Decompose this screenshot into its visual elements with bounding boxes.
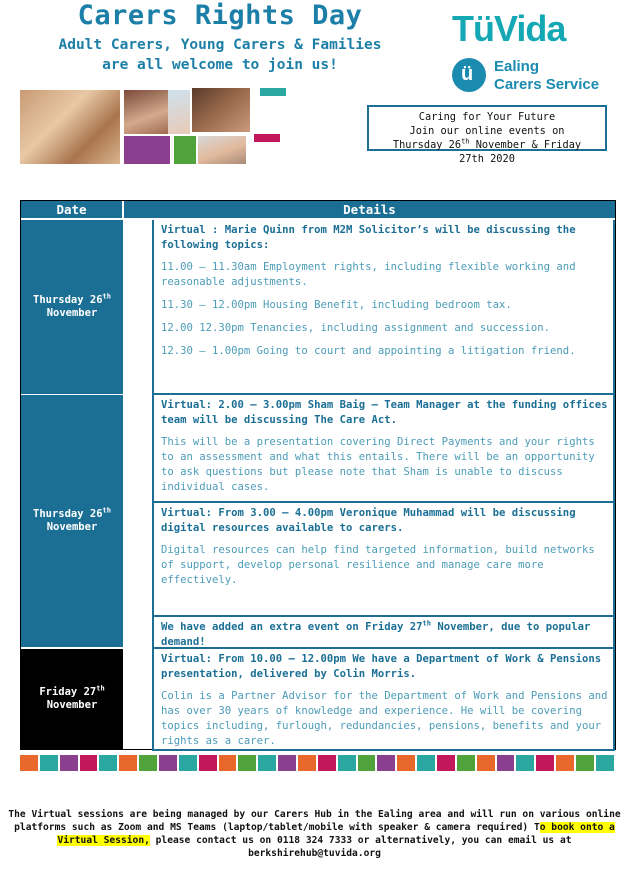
session-item: Digital resources can help find targeted information, build networks of support, develop personal resilience and manage care more effectively. bbox=[161, 544, 595, 586]
day-cell-friday: Friday 27th November bbox=[21, 649, 123, 749]
stripe-block bbox=[159, 755, 177, 771]
session-heading: Virtual : Marie Quinn from M2M Solicitor’s will be discussing the following topics: bbox=[161, 224, 576, 251]
stripe-block bbox=[338, 755, 356, 771]
stripe-block bbox=[139, 755, 157, 771]
caring-info-box bbox=[367, 105, 607, 165]
stripe-block bbox=[397, 755, 415, 771]
photo-young-woman bbox=[168, 90, 190, 134]
session-item: 11.00 – 11.30am Employment rights, including flexible working and reasonable adjustments. bbox=[161, 261, 576, 288]
pink-tile bbox=[254, 134, 280, 142]
stripe-block bbox=[179, 755, 197, 771]
session-heading: Virtual: From 10.00 – 12.00pm We have a Department of Work & Pensions presentation, delivered by Colin Morris. bbox=[161, 653, 602, 680]
photo-man-smiling bbox=[192, 88, 250, 132]
session-item: 12.00 12.30pm Tenancies, including assignment and succession. bbox=[161, 322, 551, 334]
page-title: Carers Rights Day bbox=[77, 0, 363, 31]
stripe-block bbox=[199, 755, 217, 771]
session-item: This will be a presentation covering Direct Payments and your rights to an assessment and what this entails. There will be an opportunity to ask questions but please note that Sham is unable to discuss individual cases. bbox=[161, 436, 595, 493]
stripe-block bbox=[457, 755, 475, 771]
caring-line-3: Thursday 26th November & Friday bbox=[392, 137, 582, 151]
header-date: Date bbox=[21, 201, 122, 218]
photo-elderly-man bbox=[198, 136, 246, 164]
stripe-block bbox=[318, 755, 336, 771]
caring-line-4: 27th 2020 bbox=[459, 153, 515, 165]
subtitle-line-2: are all welcome to join us! bbox=[102, 57, 338, 73]
extra-event-notice: We have added an extra event on Friday 27th November, due to popular demand! bbox=[152, 617, 615, 649]
booking-highlight: o book onto a Virtual Session, bbox=[57, 822, 615, 846]
stripe-block bbox=[20, 755, 38, 771]
stripe-block bbox=[60, 755, 78, 771]
stripe-block bbox=[516, 755, 534, 771]
logo-circle-icon bbox=[452, 58, 486, 92]
stripe-block bbox=[477, 755, 495, 771]
photo-mother-child bbox=[124, 90, 168, 134]
stripe-block bbox=[40, 755, 58, 771]
session-colin-morris bbox=[152, 649, 615, 751]
day-cell-thursday-1: Thursday 26th November bbox=[21, 220, 123, 394]
stripe-block bbox=[238, 755, 256, 771]
teal-tile bbox=[260, 88, 286, 96]
stripe-block bbox=[278, 755, 296, 771]
stripe-block bbox=[497, 755, 515, 771]
stripe-block bbox=[358, 755, 376, 771]
stripe-block bbox=[576, 755, 594, 771]
number-column bbox=[123, 220, 153, 749]
photo-collage bbox=[20, 88, 290, 166]
stripe-block bbox=[99, 755, 117, 771]
logo-line-2: Carers Service bbox=[494, 76, 600, 93]
stripe-block bbox=[596, 755, 614, 771]
stripe-block bbox=[80, 755, 98, 771]
caring-line-2: Join our online events on bbox=[409, 125, 565, 137]
stripe-block bbox=[119, 755, 137, 771]
footer-text: The Virtual sessions are being managed by our Carers Hub in the Ealing area and will run on various online platforms such as Zoom and MS Teams (laptop/tablet/mobile with speaker & camera required) To book onto a Virtual Session, please contact us on 0118 324 7333 or alternatively, you can email us at berkshirehub@tuvida.org bbox=[8, 809, 621, 859]
session-marie-quinn bbox=[152, 220, 615, 395]
session-item: Colin is a Partner Advisor for the Department of Work and Pensions and has over 30 years of knowledge and experience. He will be covering topics including, furlough, redundancies, pensions, benefits and your rights as a carer. bbox=[161, 690, 608, 747]
session-heading: Virtual: 2.00 – 3.00pm Sham Baig – Team Manager at the funding offices team will be discussing The Care Act. bbox=[161, 399, 608, 426]
color-stripe-bar bbox=[20, 755, 616, 771]
stripe-block bbox=[417, 755, 435, 771]
session-item: 12.30 – 1.00pm Going to court and appointing a litigation friend. bbox=[161, 345, 576, 357]
stripe-block bbox=[219, 755, 237, 771]
stripe-block bbox=[536, 755, 554, 771]
day-cell-thursday-2: Thursday 26th November bbox=[21, 395, 123, 647]
header-details: Details bbox=[124, 201, 615, 218]
session-heading: Virtual: From 3.00 – 4.00pm Veronique Muhammad will be discussing digital resources available to carers. bbox=[161, 507, 576, 534]
logo-line-1: Ealing bbox=[494, 58, 540, 75]
tuvida-logo bbox=[440, 10, 620, 100]
green-tile bbox=[174, 136, 196, 164]
stripe-block bbox=[377, 755, 395, 771]
stripe-block bbox=[298, 755, 316, 771]
purple-tile bbox=[124, 136, 170, 164]
session-veronique-muhammad bbox=[152, 503, 615, 617]
schedule-table bbox=[20, 200, 616, 750]
caring-line-1: Caring for Your Future bbox=[418, 111, 556, 123]
session-sham-baig bbox=[152, 395, 615, 503]
photo-women-hugging bbox=[20, 90, 120, 164]
stripe-block bbox=[556, 755, 574, 771]
stripe-block bbox=[258, 755, 276, 771]
logo-name: TüVida bbox=[452, 8, 566, 49]
session-item: 11.30 – 12.00pm Housing Benefit, including bedroom tax. bbox=[161, 299, 512, 311]
stripe-block bbox=[437, 755, 455, 771]
subtitle-line-1: Adult Carers, Young Carers & Families bbox=[58, 37, 382, 53]
logo-glyph: ü bbox=[461, 63, 474, 85]
